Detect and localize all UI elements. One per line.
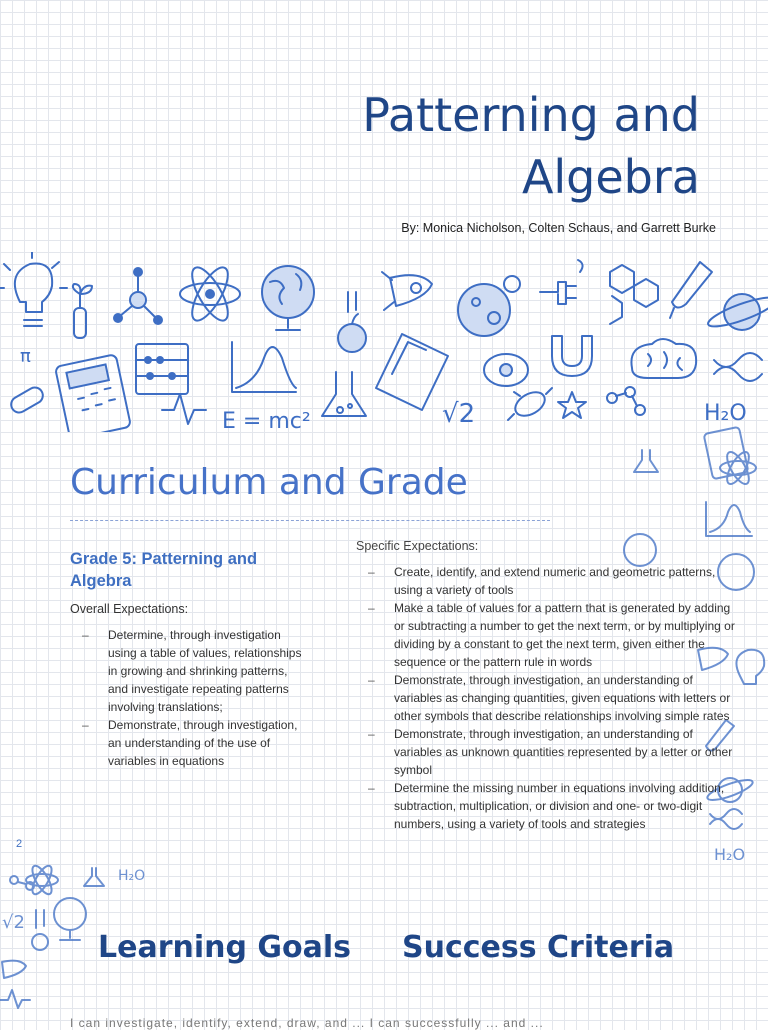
atom-icon <box>180 263 240 326</box>
section-heading: Curriculum and Grade <box>70 462 468 503</box>
h2o-small: H₂O <box>118 868 146 884</box>
apple-icon <box>338 292 366 352</box>
planet-icon <box>624 534 656 566</box>
authors-byline: By: Monica Nicholson, Colten Schaus, and Garrett Burke <box>401 221 716 235</box>
rocket-icon <box>382 272 432 310</box>
learning-goals-heading: Learning Goals <box>98 930 352 965</box>
atom-icon <box>26 863 58 897</box>
h2o-formula: H₂O <box>704 401 747 426</box>
dashed-divider <box>70 520 550 521</box>
page-number: 2 <box>16 838 23 850</box>
dna-icon <box>714 353 762 381</box>
list-item: – Create, identify, and extend numeric and geometric patterns, using a variety of tools <box>356 563 742 599</box>
list-item: – Determine, through investigation using a table of values, relationships in growing and shrinking patterns, and investigate repeating patterns involving translations; <box>70 626 302 716</box>
globe-icon <box>54 898 86 940</box>
science-doodle-banner <box>0 252 768 432</box>
molecule-small-icon <box>607 387 645 415</box>
test-tube-icon <box>670 262 712 318</box>
flask-icon <box>634 450 658 472</box>
list-item: – Demonstrate, through investigation, an understanding of variables as unknown quantities represented by a letter or other symbol <box>356 725 742 779</box>
bell-curve-icon <box>706 502 752 536</box>
globe-icon <box>262 266 314 330</box>
pill-icon <box>8 385 45 416</box>
cell-icon <box>484 354 528 386</box>
lightbulb-icon <box>0 252 67 326</box>
page-title <box>362 84 700 208</box>
plug-icon <box>540 260 583 304</box>
specific-expectations-list <box>356 563 742 833</box>
cut-off-body-text: I can investigate, identify, extend, draw, and ... I can successfully ... and ... <box>70 1016 544 1030</box>
grade-title: Grade 5: Patterning and Algebra <box>70 550 258 590</box>
saturn-icon <box>705 292 768 332</box>
success-criteria-heading: Success Criteria <box>402 930 675 965</box>
molecule-icon <box>113 267 163 325</box>
planet-icon <box>458 276 520 336</box>
book-icon <box>376 334 448 410</box>
h2o-small: H₂O <box>714 845 746 864</box>
bell-curve-icon <box>232 342 296 392</box>
rocket-icon <box>2 961 26 978</box>
specific-expectations-label: Specific Expectations: <box>356 539 479 553</box>
flask-icon <box>322 372 366 416</box>
abacus-icon <box>136 344 188 394</box>
list-item: – Make a table of values for a pattern that is generated by adding or subtracting a number to get the next term, or by multiplying or dividing by a constant to get the next term, given either the sequence or the pattern rule in words <box>356 599 742 671</box>
heartbeat-icon <box>0 990 30 1008</box>
title-line-2: Algebra <box>521 150 700 204</box>
flask-icon <box>84 868 104 886</box>
emc2-formula: E = mc² <box>222 409 311 432</box>
star-icon <box>558 392 586 418</box>
brain-icon <box>631 339 696 378</box>
sqrt2-small: √2 <box>2 912 25 933</box>
calculator-icon <box>55 354 131 432</box>
magnet-icon <box>552 336 592 376</box>
atom-icon <box>720 449 756 487</box>
plant-tube-icon <box>73 284 92 338</box>
hexagon-molecule-icon <box>610 265 658 324</box>
heartbeat-icon <box>162 394 206 424</box>
list-item: – Demonstrate, through investigation, an understanding of variables as changing quantities, given equations with letters or other symbols that describe relationships involving simple rates <box>356 671 742 725</box>
list-item: – Determine the missing number in equations involving addition, subtraction, multiplication, or division and one- or two-digit numbers, using a variety of tools and strategies <box>356 779 742 833</box>
apple-icon <box>32 910 48 950</box>
molecule-icon <box>10 876 34 890</box>
sqrt2-formula: √2 <box>442 399 476 429</box>
overall-expectations-label: Overall Expectations: <box>70 602 189 616</box>
pi-formula: π <box>20 346 31 367</box>
title-line-1: Patterning and <box>362 88 700 142</box>
overall-expectations-list <box>70 626 302 770</box>
bacteria-icon <box>508 387 552 420</box>
list-item: – Demonstrate, through investigation, an understanding of the use of variables in equations <box>70 716 302 770</box>
